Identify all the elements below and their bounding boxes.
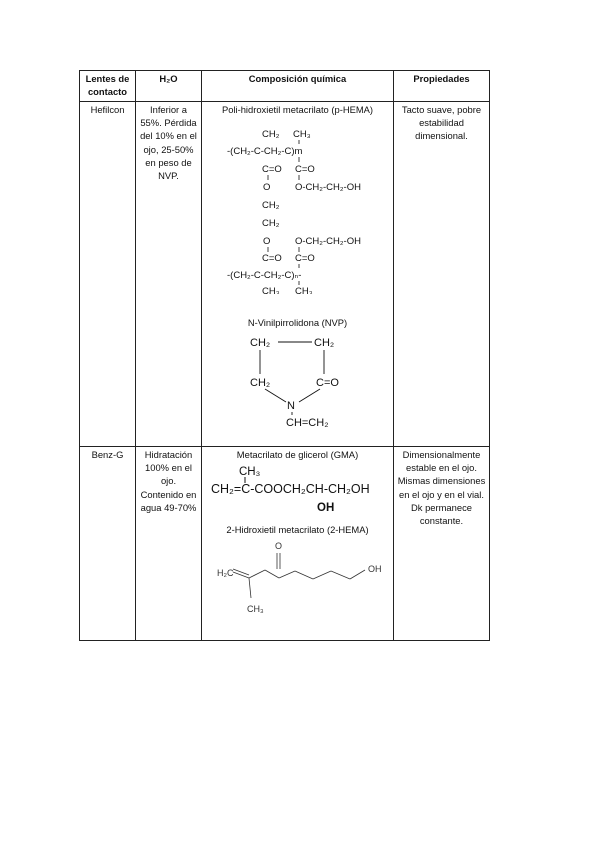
formula-label: C=O <box>262 253 282 265</box>
formula-label: CH₂ <box>262 218 280 230</box>
formula-label: CH₃ <box>262 286 280 295</box>
ring-label: C=O <box>315 377 339 390</box>
formula-label: O <box>263 236 271 248</box>
compound-name: N-Vinilpirrolidona (NVP) <box>247 317 348 329</box>
formula-label: -(CH₂-C-CH₂-C)m <box>227 146 303 158</box>
ring-label: N <box>286 400 295 413</box>
water-content: Inferior a 55%. Pérdida del 10% en el ojo, 25-50% en peso de NVP. <box>136 102 202 447</box>
compound-name: Poli-hidroxietil metacrilato (p-HEMA) <box>221 104 374 115</box>
formula-label: -(CH₂-C-CH₂-C)ₙ- <box>227 270 302 282</box>
header-water: H₂O <box>136 71 202 102</box>
lens-name: Hefilcon <box>80 102 136 447</box>
formula-label: C=O <box>295 164 315 176</box>
gma-structure <box>205 461 390 517</box>
formula-label: CH₃ <box>295 286 313 295</box>
nvp-ring-structure <box>238 329 358 433</box>
formula-label: O <box>263 182 271 194</box>
formula-main: CH₂=C-COOCH₂CH-CH₂OH <box>211 482 370 497</box>
composition-cell <box>202 102 394 447</box>
properties-cell: Dimensionalmente estable en el ojo. Mismas dimensiones en el ojo y en el vial. Dk permanece constante. <box>394 447 490 641</box>
ring-label: CH₂ <box>313 337 334 350</box>
formula-label: CH₃ <box>239 466 261 479</box>
compound-name: Metacrilato de glicerol (GMA) <box>236 449 359 460</box>
formula-label: C=O <box>295 253 315 265</box>
ring-label: CH₂ <box>249 377 270 390</box>
composition-cell <box>202 447 394 641</box>
formula-label: O-CH₂-CH₂-OH <box>295 182 361 194</box>
formula-label: OH <box>317 502 335 515</box>
formula-label: O-CH₂-CH₂-OH <box>295 236 361 248</box>
water-content: Hidratación 100% en el ojo. Contenido en agua 49-70% <box>136 447 202 641</box>
header-composition: Composición química <box>202 71 394 102</box>
atom-label: H₂C <box>217 568 234 579</box>
formula-label: CH₂ <box>262 200 280 212</box>
atom-label: O <box>275 541 283 552</box>
lens-name: Benz-G <box>80 447 136 641</box>
header-lenses: Lentes de contacto <box>80 71 136 102</box>
atom-label: CH₃ <box>247 604 264 615</box>
compound-name: 2-Hidroxietil metacrilato (2-HEMA) <box>226 524 369 536</box>
formula-label: C=O <box>262 164 282 176</box>
header-properties: Propiedades <box>394 71 490 102</box>
formula-label: CH₂ <box>262 129 280 141</box>
formula-label: CH₃ <box>293 129 311 141</box>
header-row <box>80 71 490 102</box>
ring-label: CH₂ <box>249 337 270 350</box>
hema-skeletal-structure <box>205 536 390 614</box>
phema-structure <box>205 116 390 294</box>
table-row-benz-g <box>80 447 490 641</box>
table-row-hefilcon <box>80 102 490 447</box>
properties-cell: Tacto suave, pobre estabilidad dimensional. <box>394 102 490 447</box>
contact-lens-table <box>79 70 490 641</box>
atom-label: OH <box>368 564 382 575</box>
ring-label: CH=CH₂ <box>285 417 328 430</box>
